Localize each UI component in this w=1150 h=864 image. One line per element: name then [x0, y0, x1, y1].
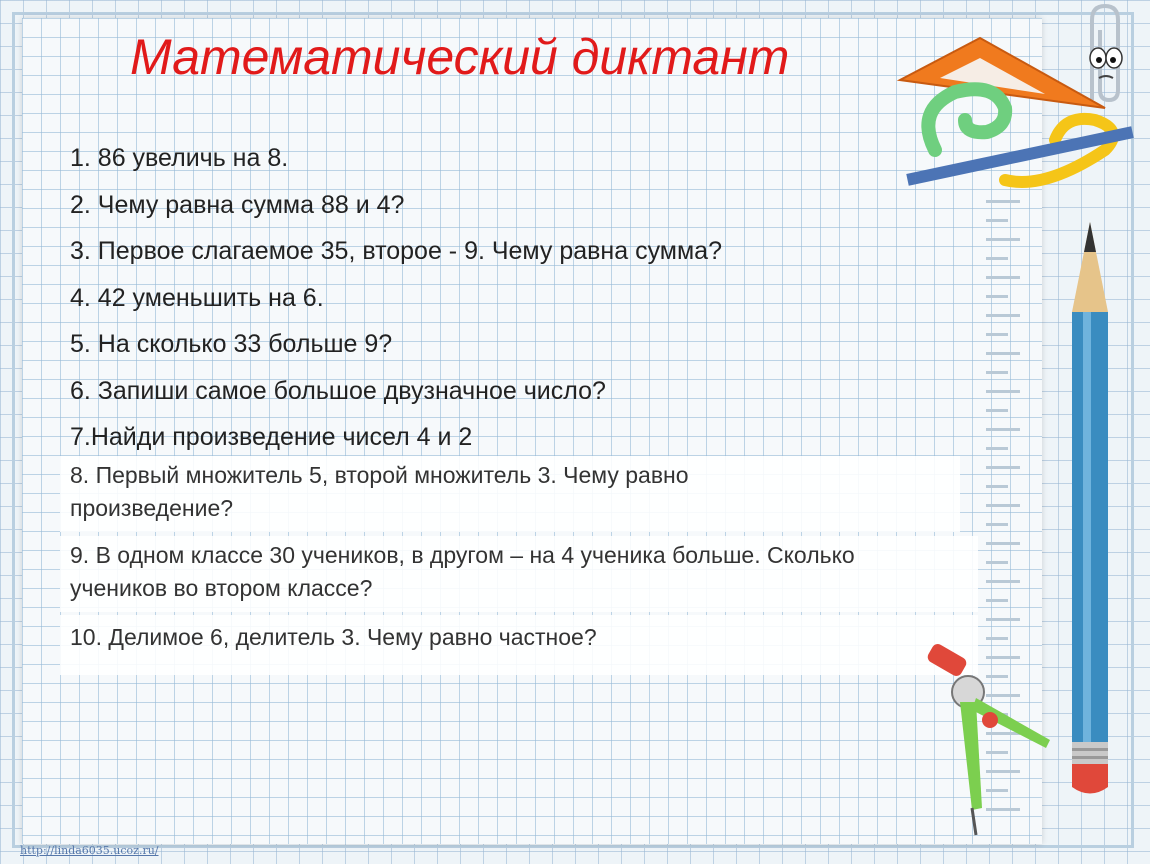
ruler-tick — [986, 542, 1020, 545]
ruler-tick — [986, 295, 1008, 298]
ruler-tick — [986, 561, 1008, 564]
ruler-tick — [986, 466, 1020, 469]
list-item: 6. Запиши самое большое двузначное число? — [70, 376, 606, 405]
dictation-list — [70, 135, 722, 461]
ruler-tick — [986, 485, 1008, 488]
boxed-item-9-line1: 9. В одном классе 30 учеников, в другом – на 4 ученика больше. Сколько — [70, 542, 855, 568]
source-link[interactable]: http://linda6035.ucoz.ru/ — [20, 844, 159, 857]
boxed-item-9-line2: учеников во втором классе? — [70, 575, 373, 601]
list-item: 5. На сколько 33 больше 9? — [70, 330, 393, 358]
list-item: 3. Первое слагаемое 35, второе - 9. Чему равна сумма? — [70, 237, 722, 265]
ruler-tick — [986, 352, 1020, 355]
boxed-item-9 — [60, 536, 978, 612]
ruler-tick — [986, 238, 1020, 241]
list-item: 1. 86 увеличь на 8. — [70, 144, 289, 172]
ruler-tick — [986, 257, 1008, 260]
ruler-tick — [986, 371, 1008, 374]
ruler-tick — [986, 314, 1020, 317]
page-title: Математический диктант — [130, 29, 790, 85]
ruler-tick — [986, 276, 1020, 279]
boxed-item-10-text: 10. Делимое 6, делитель 3. Чему равно частное? — [70, 624, 597, 650]
ruler-tick — [986, 333, 1008, 336]
ruler-tick — [986, 580, 1020, 583]
triangle-ruler-and-protractor-icon — [895, 30, 1135, 200]
ruler-tick — [986, 618, 1020, 621]
ruler-tick — [986, 428, 1020, 431]
list-item: 2. Чему равна сумма 88 и 4? — [70, 190, 405, 219]
list-item: 4. 42 уменьшить на 6. — [70, 283, 324, 312]
ruler-tick — [986, 219, 1008, 222]
ruler-tick — [986, 200, 1020, 203]
list-item: 7.Найди произведение чисел 4 и 2 — [70, 423, 473, 451]
ruler-tick — [986, 390, 1020, 393]
ruler-tick — [986, 599, 1008, 602]
boxed-item-10 — [60, 615, 978, 675]
ruler-tick — [986, 409, 1008, 412]
ruler-tick — [986, 504, 1020, 507]
ruler-tick — [986, 523, 1008, 526]
boxed-item-8 — [60, 456, 960, 532]
ruler-tick — [986, 447, 1008, 450]
boxed-item-8-line2: произведение? — [70, 495, 234, 521]
compass-icon — [920, 640, 1060, 840]
boxed-item-8-line1: 8. Первый множитель 5, второй множитель 3. Чему равно — [70, 462, 689, 488]
pencil-icon — [1068, 222, 1112, 802]
